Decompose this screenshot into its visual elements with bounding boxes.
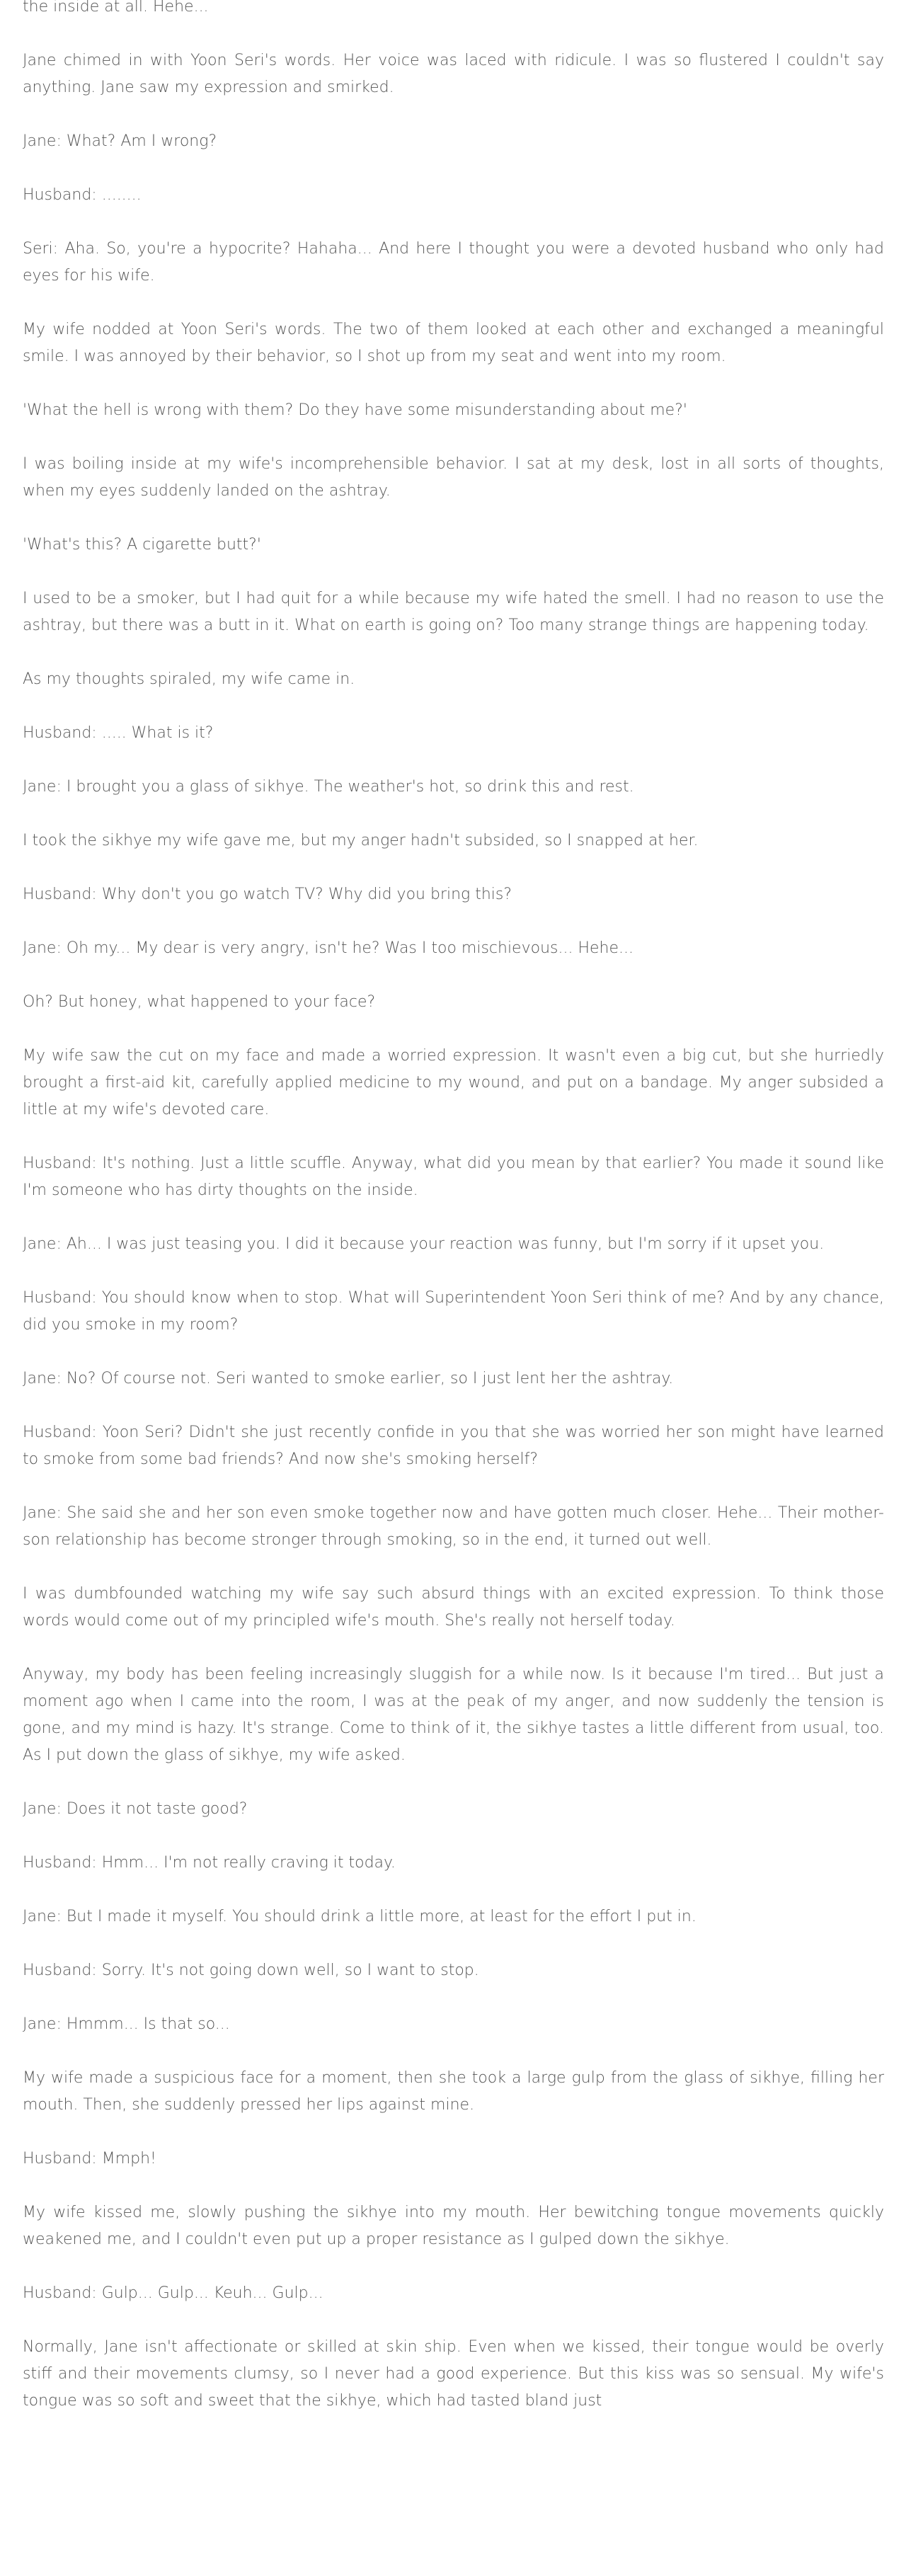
story-paragraph: Oh? But honey, what happened to your face? [23, 993, 376, 1011]
story-paragraph: My wife nodded at Yoon Seri's words. The two of them looked at each other and exchanged a meaningful smile. I was annoyed by their behavior, so I shot up from my seat and went into my room. [23, 321, 884, 365]
story-paragraph: Husband: Gulp... Gulp... Keuh... Gulp... [23, 2284, 323, 2302]
story-paragraph: Jane: What? Am I wrong? [23, 132, 217, 150]
story-paragraph: Jane: But I made it myself. You should drink a little more, at least for the effort I put in. [23, 1908, 696, 1925]
story-paragraph: Jane chimed in with Yoon Seri's words. Her voice was laced with ridicule. I was so flustered I couldn't say anything. Jane saw my expression and smirked. [23, 52, 884, 96]
story-paragraph: 'What's this? A cigarette butt?' [23, 536, 261, 554]
story-paragraph: Husband: Hmm... I'm not really craving it today. [23, 1854, 396, 1872]
story-paragraph: Husband: Yoon Seri? Didn't she just recently confide in you that she was worried her son might have learned to smoke from some bad friends? And now she's smoking herself? [23, 1424, 884, 1468]
story-paragraph: My wife saw the cut on my face and made a worried expression. It wasn't even a big cut, but she hurriedly brought a first-aid kit, carefully applied medicine to my wound, and put on a bandage. My anger subsided a little at my wife's devoted care. [23, 1047, 884, 1118]
story-paragraph: My wife made a suspicious face for a moment, then she took a large gulp from the glass of sikhye, filling her mouth. Then, she suddenly pressed her lips against mine. [23, 2069, 884, 2114]
story-paragraph: As my thoughts spiraled, my wife came in. [23, 670, 355, 688]
story-paragraph: I was dumbfounded watching my wife say such absurd things with an excited expression. To think those words would come out of my principled wife's mouth. She's really not herself today. [23, 1585, 884, 1630]
story-paragraph: I took the sikhye my wife gave me, but my anger hadn't subsided, so I snapped at her. [23, 832, 699, 849]
story-paragraph: Jane: Hmmm... Is that so... [23, 2015, 230, 2033]
story-paragraph: Anyway, my body has been feeling increasingly sluggish for a while now. Is it because I'm tired... But just a moment ago when I came into the room, I was at the peak of my anger, and now suddenly the tension is gone, and my mind is hazy. It's strange. Come to think of it, the sikhye tastes a little different from usual, too. As I put down the glass of sikhye, my wife asked. [23, 1666, 884, 1764]
story-paragraph: Husband: It's nothing. Just a little scuffle. Anyway, what did you mean by that earlier? You made it sound like I'm someone who has dirty thoughts on the inside. [23, 1155, 884, 1199]
story-paragraph: Husband: ..... What is it? [23, 724, 214, 742]
story-paragraph: Husband: Mmph! [23, 2150, 156, 2168]
story-paragraph: Jane: Does it not taste good? [23, 1800, 248, 1818]
story-paragraph: Jane: I brought you a glass of sikhye. The weather's hot, so drink this and rest. [23, 778, 634, 796]
story-paragraph: Jane: She said she and her son even smoke together now and have gotten much closer. Hehe... Their mother-son relationship has become stronger through smoking, so in the end, it turned out well. [23, 1504, 884, 1549]
story-paragraph: the inside at all. Hehe... [23, 0, 209, 16]
story-paragraph: Husband: ........ [23, 186, 142, 204]
story-paragraph: Jane: Ah... I was just teasing you. I did it because your reaction was funny, but I'm sorry if it upset you. [23, 1235, 825, 1253]
story-paragraph: Jane: Oh my... My dear is very angry, isn't he? Was I too mischievous... Hehe... [23, 939, 633, 957]
story-paragraph: My wife kissed me, slowly pushing the sikhye into my mouth. Her bewitching tongue movements quickly weakened me, and I couldn't even put up a proper resistance as I gulped down the sikhye. [23, 2204, 884, 2248]
story-text [23, 0, 884, 2415]
story-paragraph: Normally, Jane isn't affectionate or skilled at skin ship. Even when we kissed, their tongue would be overly stiff and their movements clumsy, so I never had a good experience. But this kiss was so sensual. My wife's tongue was so soft and sweet that the sikhye, which had tasted bland just [23, 2338, 884, 2410]
story-paragraph: 'What the hell is wrong with them? Do they have some misunderstanding about me?' [23, 401, 687, 419]
story-paragraph: Husband: Why don't you go watch TV? Why did you bring this? [23, 886, 512, 903]
story-paragraph: I was boiling inside at my wife's incomprehensible behavior. I sat at my desk, lost in all sorts of thoughts, when my eyes suddenly landed on the ashtray. [23, 455, 884, 500]
story-paragraph: Jane: No? Of course not. Seri wanted to smoke earlier, so I just lent her the ashtray. [23, 1370, 674, 1387]
story-paragraph: Husband: Sorry. It's not going down well, so I want to stop. [23, 1962, 479, 1979]
story-paragraph: Husband: You should know when to stop. What will Superintendent Yoon Seri think of me? And by any chance, did you smoke in my room? [23, 1289, 884, 1334]
story-paragraph: Seri: Aha. So, you're a hypocrite? Hahaha... And here I thought you were a devoted husband who only had eyes for his wife. [23, 240, 884, 285]
story-paragraph: I used to be a smoker, but I had quit for a while because my wife hated the smell. I had no reason to use the ashtray, but there was a butt in it. What on earth is going on? Too many strange things are happening today. [23, 590, 884, 634]
